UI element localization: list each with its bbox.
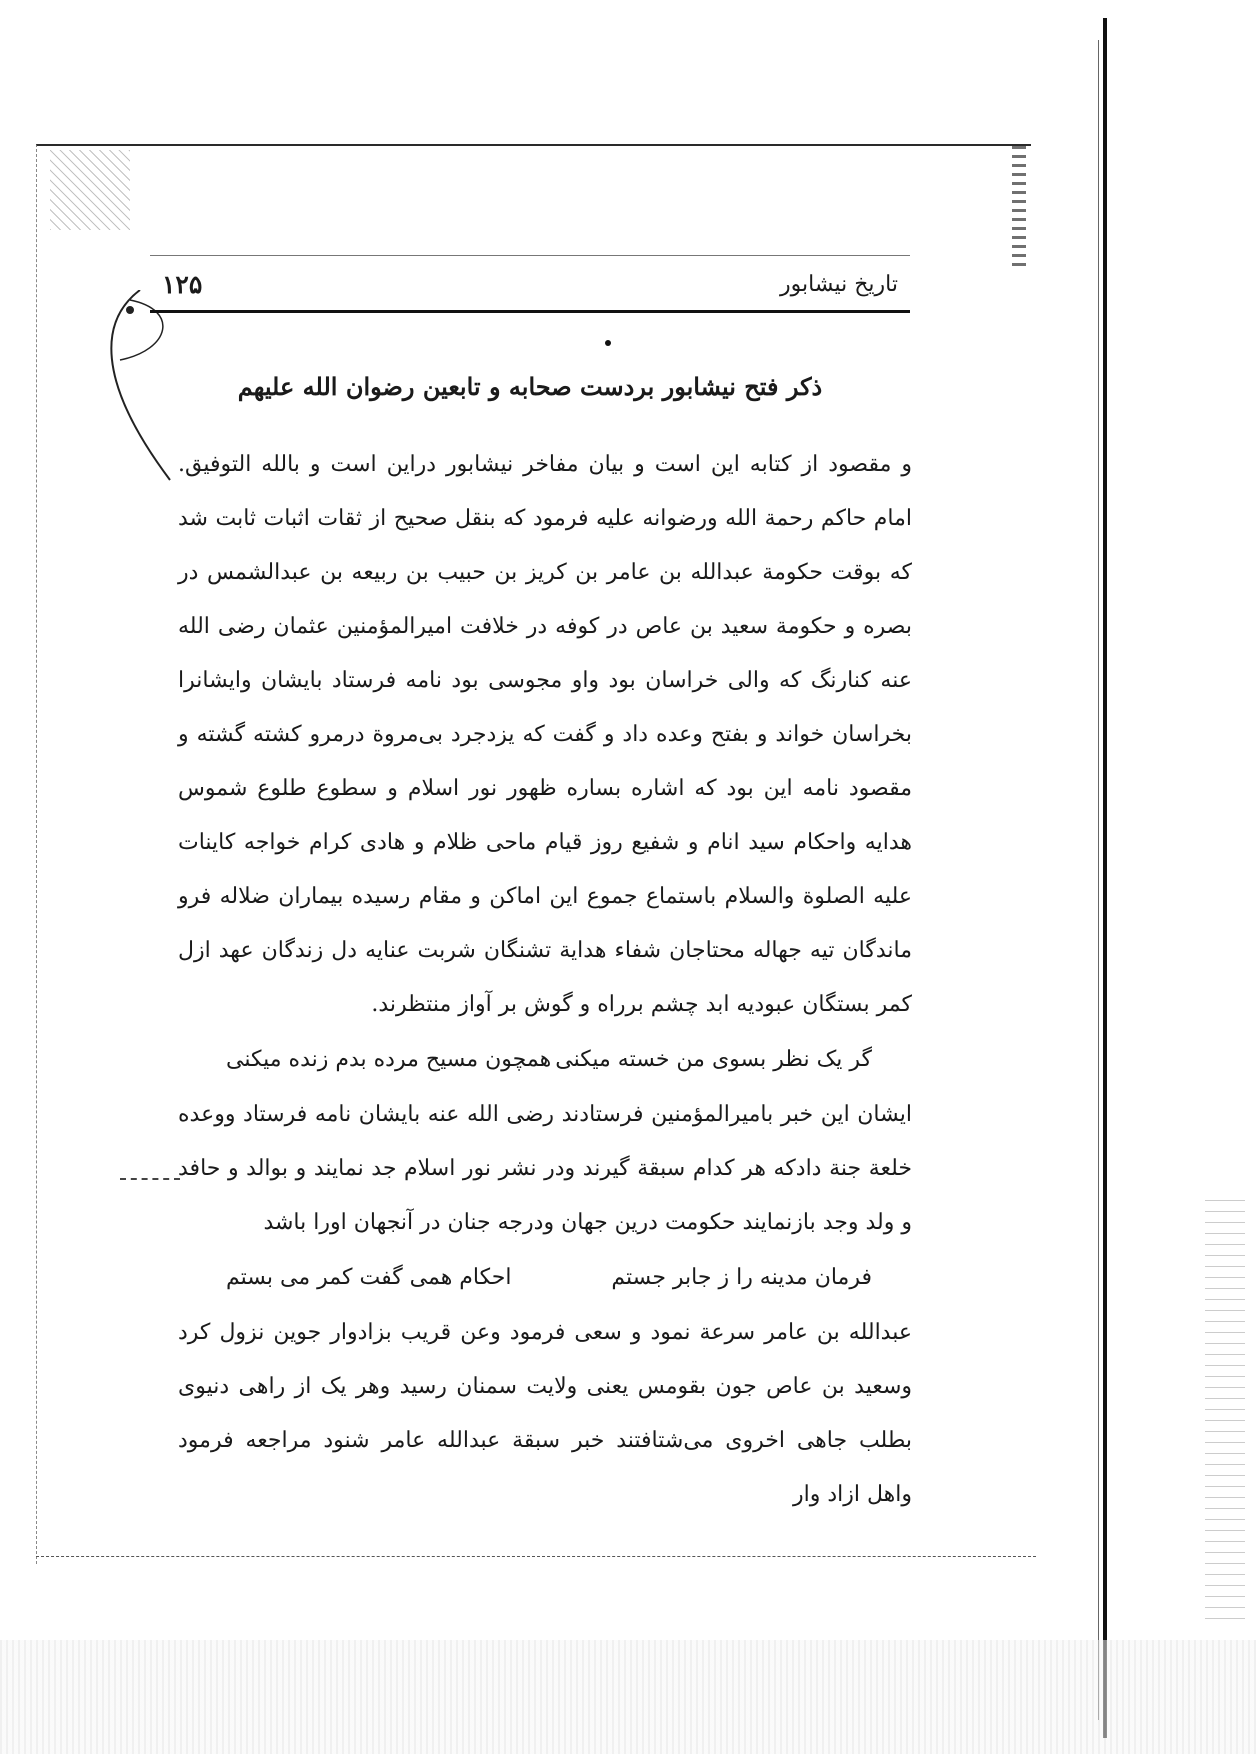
verse-2	[178, 1250, 912, 1306]
edge-scan-specks	[1205, 1200, 1245, 1620]
page-bottom-edge	[36, 1556, 1036, 1558]
margin-dash-mark	[120, 1178, 180, 1180]
body-text	[178, 438, 912, 1522]
scan-binding-rule	[1103, 18, 1107, 1738]
running-title: تاریخ نیشابور	[780, 272, 898, 297]
verse-2-left-hemistich: احکام همی گفت کمر می بستم	[226, 1265, 512, 1290]
paragraph-2: ایشان این خبر بامیرالمؤمنین فرستادند رضی الله عنه بایشان نامه فرستاد ووعده خلعة جنة دادکه هر کدام سبقة گیرند ودر نشر نور اسلام جد نمایند و بوالد و حافد و ولد وجد بازنمایند حکومت درین جهان ودرجه جنان در آنجهان اورا باشد	[178, 1102, 912, 1235]
scan-edge-thin-rule	[1098, 40, 1099, 1720]
verse-2-right-hemistich: فرمان مدینه را ز جابر جستم	[611, 1265, 872, 1290]
paragraph-3: عبدالله بن عامر سرعة نمود و سعی فرمود وعن قریب بزادوار جوین نزول کرد وسعید بن عاص جون بقومس یعنی ولایت سمنان رسید وهر یک از راهی دنیوی بطلب جاهی اخروی می‌شتافتند خبر سبقة عبدالله عامر شنود مراجعه فرمود واهل ازاد وار	[178, 1320, 912, 1507]
page-header	[150, 260, 910, 313]
paragraph-1: و مقصود از کتابه این است و بیان مفاخر نیشابور دراین است و بالله التوفیق. امام حاکم رحمة الله ورضوانه علیه فرمود که بنقل صحیح از ثقات اثبات ثابت شد که بوقت حکومة عبدالله بن عامر بن کریز بن حبیب بن ربیعه بن عبدالشمس در بصره و حکومة سعید بن عاص در کوفه در خلافت امیرالمؤمنین عثمان رضی الله عنه کنارنگ که والی خراسان بود واو مجوسی بود نامه فرستاد بایشان وایشانرا بخراسان خواند و بفتح وعده داد و گفت که یزدجرد بی‌مروة درمرو کشته گشته و مقصود نامه این بود که اشاره بساره ظهور نور اسلام و سطوع طلوع شموس هدایه واحکام سید انام و شفیع روز قیام ماحی ظلام و هادی کرام خواجه کاینات علیه الصلوة والسلام باستماع جموع این اماکن و مقام رسیده بیماران ضلاله فرو ماندگان تیه جهاله محتاجان شفاء هدایة تشنگان شربت عنایه دل زندگان عهد ازل کمر بستگان عبودیه ابد چشم برراه و گوش بر آواز منتظرند.	[178, 452, 912, 1017]
scan-bottom-shadow	[0, 1640, 1256, 1754]
verse-1-left-hemistich: همچون مسیح مرده بدم زنده میکنی	[226, 1047, 552, 1072]
verse-1	[178, 1032, 912, 1088]
page-number: ۱۲۵	[162, 270, 203, 299]
ink-dot	[605, 340, 611, 346]
header-top-rule	[150, 255, 910, 256]
section-title: ذکر فتح نیشابور بردست صحابه و تابعین رضوان الله علیهم	[237, 372, 823, 401]
corner-scan-noise	[50, 150, 130, 230]
verse-1-right-hemistich: گر یک نظر بسوی من خسته میکنی	[555, 1047, 872, 1072]
binding-dots	[1012, 146, 1026, 266]
